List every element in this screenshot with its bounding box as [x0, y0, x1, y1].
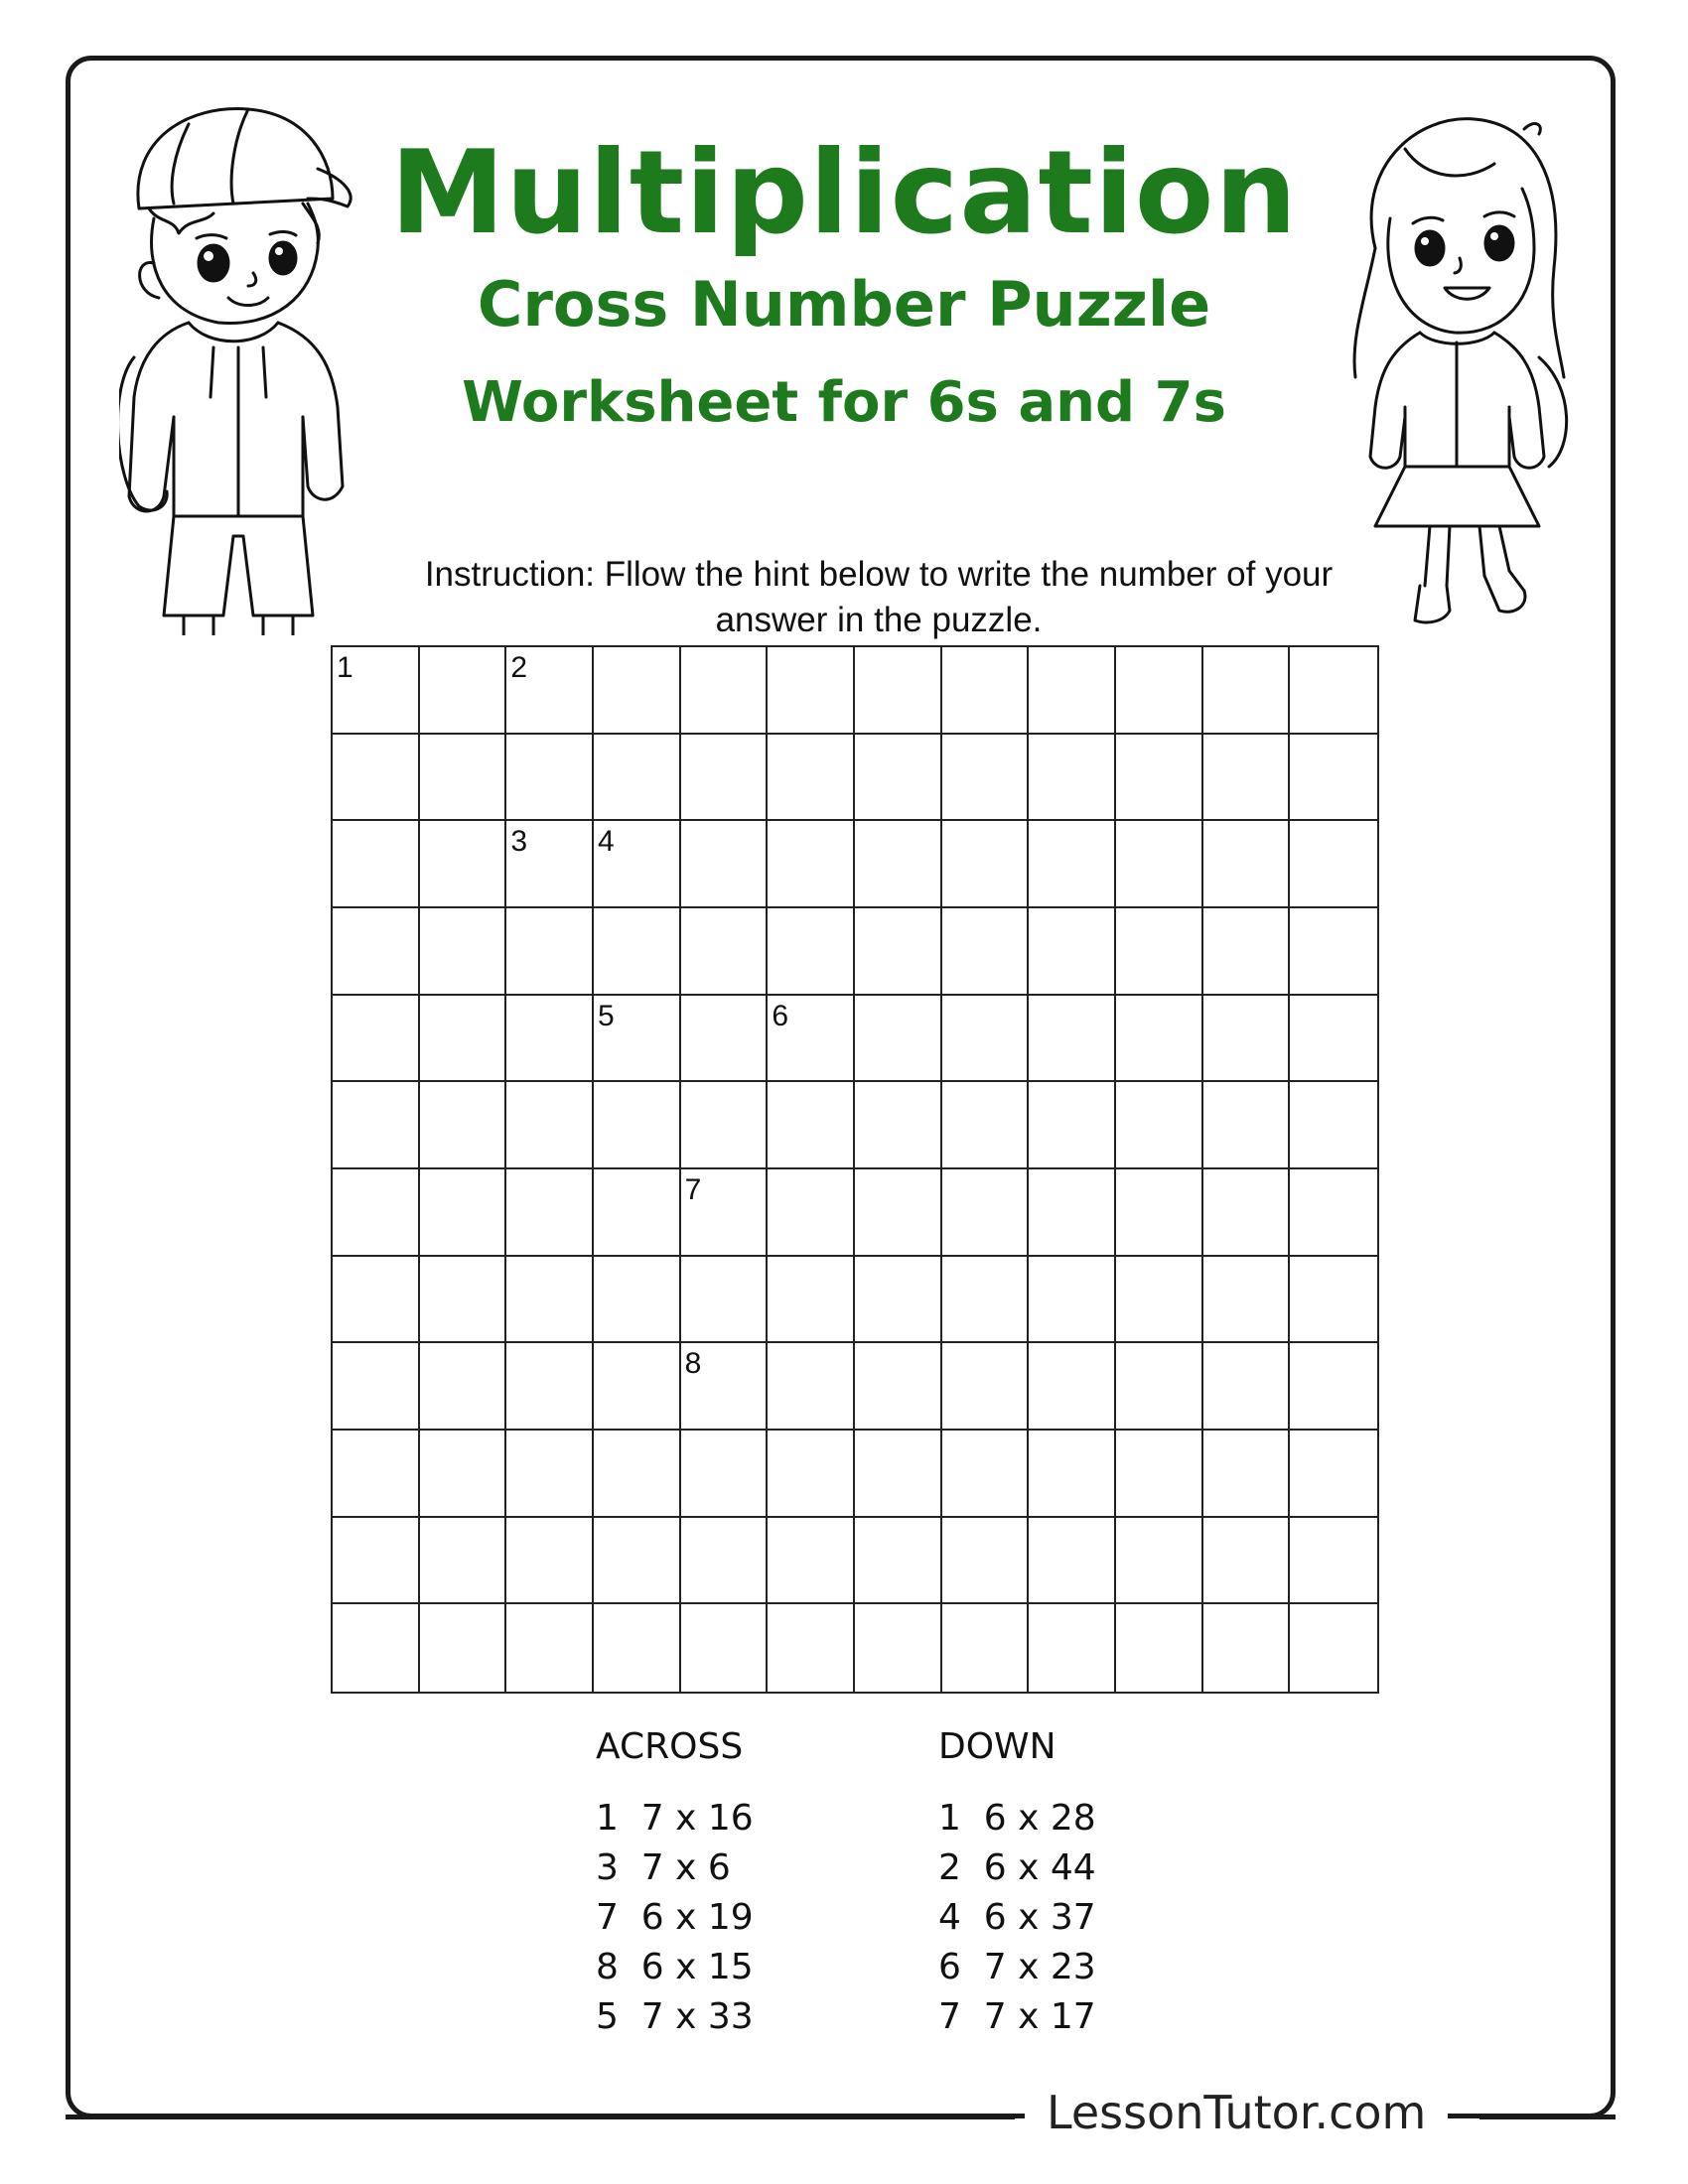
- grid-cell[interactable]: [333, 1169, 420, 1257]
- down-clue: 6 7 x 23: [938, 1947, 1096, 1987]
- across-clue: 7 6 x 19: [596, 1897, 754, 1938]
- grid-cell[interactable]: [681, 1604, 769, 1692]
- grid-cell[interactable]: [1203, 1257, 1291, 1344]
- grid-cell[interactable]: [942, 647, 1030, 735]
- grid-cell[interactable]: [768, 1257, 855, 1344]
- grid-cell[interactable]: [942, 1343, 1030, 1431]
- grid-cell[interactable]: [420, 1518, 507, 1605]
- grid-cell[interactable]: [594, 1082, 681, 1169]
- grid-cell[interactable]: [681, 735, 769, 822]
- grid-cell[interactable]: [855, 1518, 942, 1605]
- grid-cell[interactable]: [420, 1169, 507, 1257]
- footer-site-name: LessonTutor.com: [1025, 2083, 1448, 2142]
- grid-cell[interactable]: [420, 1257, 507, 1344]
- grid-cell[interactable]: [506, 1082, 594, 1169]
- grid-cell[interactable]: [681, 996, 769, 1083]
- grid-cell[interactable]: [855, 735, 942, 822]
- grid-cell[interactable]: [855, 1082, 942, 1169]
- grid-cell[interactable]: [768, 821, 855, 908]
- grid-cell[interactable]: [420, 647, 507, 735]
- grid-cell[interactable]: [1029, 1431, 1116, 1518]
- across-clue: 3 7 x 6: [596, 1847, 731, 1888]
- grid-cell[interactable]: [1029, 821, 1116, 908]
- title-multiplication: Multiplication: [389, 126, 1299, 260]
- title-worksheet-subtitle: Worksheet for 6s and 7s: [462, 370, 1226, 435]
- grid-cell[interactable]: [768, 1431, 855, 1518]
- grid-cell[interactable]: [420, 735, 507, 822]
- grid-cell[interactable]: [1116, 647, 1203, 735]
- across-clues: [596, 1722, 754, 2042]
- grid-cell[interactable]: [1203, 1343, 1291, 1431]
- grid-cell[interactable]: [768, 1343, 855, 1431]
- grid-cell[interactable]: [506, 647, 594, 735]
- grid-cell[interactable]: [855, 1431, 942, 1518]
- grid-cell[interactable]: [1203, 1518, 1291, 1605]
- grid-cell[interactable]: [1029, 1082, 1116, 1169]
- grid-cell[interactable]: [420, 1082, 507, 1169]
- grid-cell[interactable]: [681, 1518, 769, 1605]
- grid-cell[interactable]: [768, 1604, 855, 1692]
- grid-cell[interactable]: [681, 1169, 769, 1257]
- grid-cell[interactable]: [1116, 1257, 1203, 1344]
- grid-cell[interactable]: [1029, 1257, 1116, 1344]
- across-clue: 8 6 x 15: [596, 1947, 754, 1987]
- grid-cell[interactable]: [506, 1431, 594, 1518]
- grid-cell[interactable]: [1290, 1343, 1377, 1431]
- grid-cell[interactable]: [768, 1082, 855, 1169]
- grid-cell[interactable]: [333, 735, 420, 822]
- grid-cell[interactable]: [594, 821, 681, 908]
- grid-cell[interactable]: [1290, 735, 1377, 822]
- grid-cell[interactable]: [768, 908, 855, 996]
- grid-cell[interactable]: [681, 1431, 769, 1518]
- grid-cell[interactable]: [855, 647, 942, 735]
- instruction-text: [362, 552, 1395, 643]
- grid-cell[interactable]: [1203, 821, 1291, 908]
- grid-cell[interactable]: [1290, 1431, 1377, 1518]
- down-clue: 1 6 x 28: [938, 1798, 1096, 1839]
- grid-cell[interactable]: [333, 1431, 420, 1518]
- grid-cell[interactable]: [942, 1082, 1030, 1169]
- down-clues: [938, 1722, 1096, 2042]
- grid-cell[interactable]: [942, 821, 1030, 908]
- grid-cell[interactable]: [333, 1343, 420, 1431]
- footer-rule-right: [1479, 2115, 1616, 2119]
- grid-cell[interactable]: [855, 1169, 942, 1257]
- clue-number: 3: [510, 825, 528, 859]
- grid-cell[interactable]: [420, 908, 507, 996]
- clue-number: 7: [684, 1172, 702, 1206]
- cross-number-grid: [331, 645, 1379, 1694]
- grid-cell[interactable]: [942, 908, 1030, 996]
- grid-cell[interactable]: [942, 1604, 1030, 1692]
- grid-cell[interactable]: [1116, 1343, 1203, 1431]
- grid-cell[interactable]: [942, 1518, 1030, 1605]
- grid-cell[interactable]: [1290, 1257, 1377, 1344]
- grid-cell[interactable]: [1203, 1169, 1291, 1257]
- grid-cell[interactable]: [506, 996, 594, 1083]
- grid-cell[interactable]: [594, 1604, 681, 1692]
- grid-cell[interactable]: [1290, 1518, 1377, 1605]
- grid-cell[interactable]: [942, 1257, 1030, 1344]
- grid-cell[interactable]: [506, 735, 594, 822]
- instruction-line-1: Instruction: Fllow the hint below to write the number of your: [424, 555, 1334, 594]
- grid-cell[interactable]: [768, 996, 855, 1083]
- grid-cell[interactable]: [855, 1604, 942, 1692]
- grid-cell[interactable]: [420, 1343, 507, 1431]
- grid-cell[interactable]: [1116, 996, 1203, 1083]
- grid-cell[interactable]: [594, 908, 681, 996]
- down-clue: 2 6 x 44: [938, 1847, 1096, 1888]
- grid-cell[interactable]: [1116, 1604, 1203, 1692]
- instruction-line-2: answer in the puzzle.: [715, 601, 1043, 639]
- grid-cell[interactable]: [855, 1343, 942, 1431]
- grid-cell[interactable]: [594, 1518, 681, 1605]
- clue-number: 1: [337, 651, 353, 684]
- clue-number: 5: [597, 999, 615, 1032]
- grid-cell[interactable]: [768, 647, 855, 735]
- grid-cell[interactable]: [1029, 735, 1116, 822]
- clue-number: 2: [510, 651, 528, 684]
- grid-cell[interactable]: [681, 821, 769, 908]
- grid-cell[interactable]: [1203, 908, 1291, 996]
- grid-cell[interactable]: [1203, 996, 1291, 1083]
- across-clue: 1 7 x 16: [596, 1798, 754, 1839]
- grid-cell[interactable]: [855, 996, 942, 1083]
- grid-cell[interactable]: [594, 647, 681, 735]
- grid-cell[interactable]: [333, 647, 420, 735]
- grid-cell[interactable]: [1116, 821, 1203, 908]
- grid-cell[interactable]: [855, 1257, 942, 1344]
- grid-cell[interactable]: [333, 996, 420, 1083]
- grid-cell[interactable]: [1290, 996, 1377, 1083]
- grid-cell[interactable]: [1116, 908, 1203, 996]
- grid-cell[interactable]: [1116, 1082, 1203, 1169]
- grid-cell[interactable]: [1029, 1604, 1116, 1692]
- grid-cell[interactable]: [1029, 996, 1116, 1083]
- grid-cell[interactable]: [768, 735, 855, 822]
- grid-cell[interactable]: [1290, 908, 1377, 996]
- grid-cell[interactable]: [594, 1169, 681, 1257]
- grid-cell[interactable]: [333, 908, 420, 996]
- down-heading: DOWN: [938, 1726, 1056, 1767]
- grid-cell[interactable]: [420, 821, 507, 908]
- grid-cell[interactable]: [1290, 1082, 1377, 1169]
- down-clue: 7 7 x 17: [938, 1996, 1096, 2037]
- clue-number: 6: [772, 999, 789, 1032]
- grid-cell[interactable]: [855, 908, 942, 996]
- grid-cell[interactable]: [1203, 735, 1291, 822]
- grid-cell[interactable]: [506, 1169, 594, 1257]
- grid-cell[interactable]: [333, 1604, 420, 1692]
- across-clue: 5 7 x 33: [596, 1996, 754, 2037]
- grid-cell[interactable]: [594, 1257, 681, 1344]
- grid-cell[interactable]: [681, 1343, 769, 1431]
- grid-cell[interactable]: [506, 1343, 594, 1431]
- grid-cell[interactable]: [1029, 647, 1116, 735]
- grid-cell[interactable]: [1116, 1518, 1203, 1605]
- grid-cell[interactable]: [1116, 1169, 1203, 1257]
- grid-cell[interactable]: [942, 735, 1030, 822]
- title-cross-number-puzzle: Cross Number Puzzle: [477, 268, 1211, 341]
- grid-cell[interactable]: [1029, 1343, 1116, 1431]
- down-clue: 4 6 x 37: [938, 1897, 1096, 1938]
- grid-cell[interactable]: [681, 1082, 769, 1169]
- grid-cell[interactable]: [506, 1257, 594, 1344]
- grid-cell[interactable]: [681, 647, 769, 735]
- grid-cell[interactable]: [1116, 735, 1203, 822]
- across-heading: ACROSS: [596, 1726, 744, 1767]
- grid-cell[interactable]: [1290, 647, 1377, 735]
- grid-cell[interactable]: [594, 1431, 681, 1518]
- grid-cell[interactable]: [594, 996, 681, 1083]
- grid-cell[interactable]: [1290, 1169, 1377, 1257]
- grid-cell[interactable]: [594, 1343, 681, 1431]
- grid-cell[interactable]: [1203, 647, 1291, 735]
- grid-cell[interactable]: [768, 1169, 855, 1257]
- grid-cell[interactable]: [942, 1431, 1030, 1518]
- grid-cell[interactable]: [594, 735, 681, 822]
- grid-cell[interactable]: [681, 1257, 769, 1344]
- grid-cell[interactable]: [1116, 1431, 1203, 1518]
- grid-cell[interactable]: [1029, 908, 1116, 996]
- clue-number: 4: [597, 825, 615, 859]
- grid-cell[interactable]: [681, 908, 769, 996]
- grid-cell[interactable]: [942, 1169, 1030, 1257]
- grid-cell[interactable]: [942, 996, 1030, 1083]
- grid-cell[interactable]: [333, 821, 420, 908]
- grid-cell[interactable]: [1203, 1431, 1291, 1518]
- grid-cell[interactable]: [1290, 1604, 1377, 1692]
- grid-cell[interactable]: [768, 1518, 855, 1605]
- grid-cell[interactable]: [1203, 1604, 1291, 1692]
- grid-cell[interactable]: [1029, 1169, 1116, 1257]
- grid-cell[interactable]: [506, 1604, 594, 1692]
- grid-cell[interactable]: [1203, 1082, 1291, 1169]
- grid-cell[interactable]: [333, 1518, 420, 1605]
- grid-cell[interactable]: [1290, 821, 1377, 908]
- grid-cell[interactable]: [333, 1082, 420, 1169]
- grid-cell[interactable]: [1029, 1518, 1116, 1605]
- footer-rule-left: [66, 2115, 1015, 2119]
- clue-number: 8: [684, 1347, 702, 1381]
- grid-cell[interactable]: [855, 821, 942, 908]
- grid-cell[interactable]: [506, 1518, 594, 1605]
- grid-cell[interactable]: [506, 908, 594, 996]
- grid-cell[interactable]: [420, 1431, 507, 1518]
- grid-cell[interactable]: [420, 1604, 507, 1692]
- grid-cell[interactable]: [506, 821, 594, 908]
- grid-cell[interactable]: [420, 996, 507, 1083]
- grid-cell[interactable]: [333, 1257, 420, 1344]
